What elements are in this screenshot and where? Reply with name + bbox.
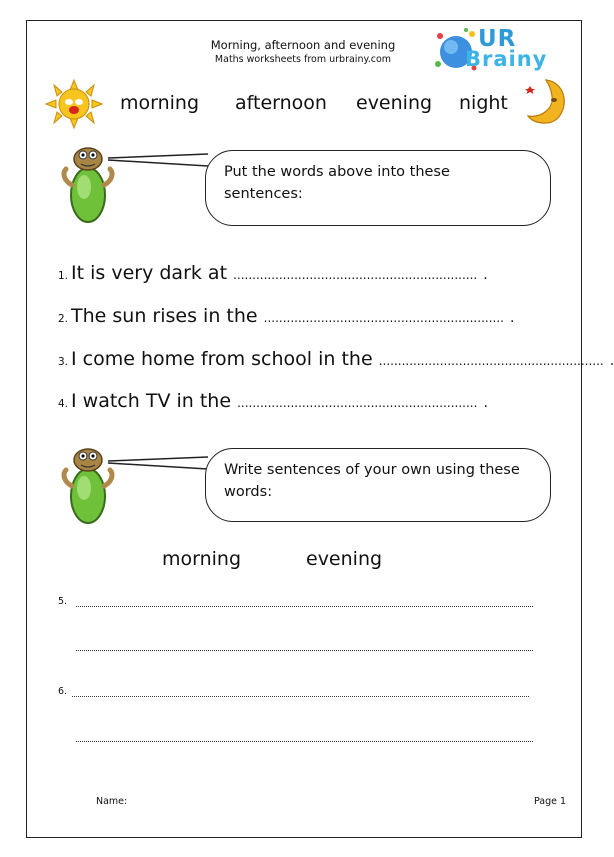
page-number: Page 1 (534, 796, 567, 807)
writing-line[interactable] (76, 650, 533, 651)
line-number: 6. (58, 686, 68, 697)
writing-line[interactable] (76, 606, 533, 607)
question-3 (58, 348, 614, 370)
word-evening: evening (356, 92, 433, 114)
question-end: . (483, 267, 488, 283)
use-word-morning: morning (162, 548, 242, 570)
word-morning: morning (120, 92, 200, 114)
word-night: night (459, 92, 508, 114)
question-number: 1. (58, 270, 69, 282)
moon-icon (524, 78, 570, 126)
line-number: 5. (58, 596, 68, 607)
question-number: 4. (58, 398, 69, 410)
question-text: It is very dark at (71, 262, 228, 284)
question-end: . (609, 353, 614, 369)
instruction-text-1: Put the words above into these sentences: (224, 164, 450, 202)
worksheet-title: Morning, afternoon and evening (210, 38, 396, 52)
sun-icon (44, 80, 104, 128)
question-text: I watch TV in the (71, 390, 232, 412)
answer-blank[interactable]: ........................................................... (378, 354, 604, 368)
speech-pointer (108, 455, 208, 475)
worksheet-subtitle: Maths worksheets from urbrainy.com (214, 54, 392, 65)
instruction-bubble-1 (205, 150, 551, 226)
logo-text-ur: UR (478, 26, 517, 52)
question-1 (58, 262, 488, 284)
answer-blank[interactable]: ................................................................ (233, 268, 478, 282)
question-2 (58, 305, 514, 327)
logo-text-brainy: Brainy (465, 47, 548, 71)
name-label: Name: (96, 796, 128, 807)
answer-blank[interactable]: ............................................................... (263, 311, 504, 325)
question-number: 3. (58, 356, 69, 368)
question-number: 2. (58, 313, 69, 325)
answer-blank[interactable]: ............................................................... (237, 396, 478, 410)
question-text: The sun rises in the (71, 305, 258, 327)
question-end: . (483, 395, 488, 411)
question-text: I come home from school in the (71, 348, 373, 370)
use-word-evening: evening (306, 548, 383, 570)
instruction-text-2: Write sentences of your own using these words: (224, 462, 520, 500)
writing-line[interactable] (76, 741, 533, 742)
writing-line[interactable] (72, 696, 529, 697)
speech-pointer (108, 152, 208, 172)
question-end: . (510, 310, 515, 326)
question-4 (58, 390, 488, 412)
word-afternoon: afternoon (235, 92, 327, 114)
instruction-bubble-2 (205, 448, 551, 522)
